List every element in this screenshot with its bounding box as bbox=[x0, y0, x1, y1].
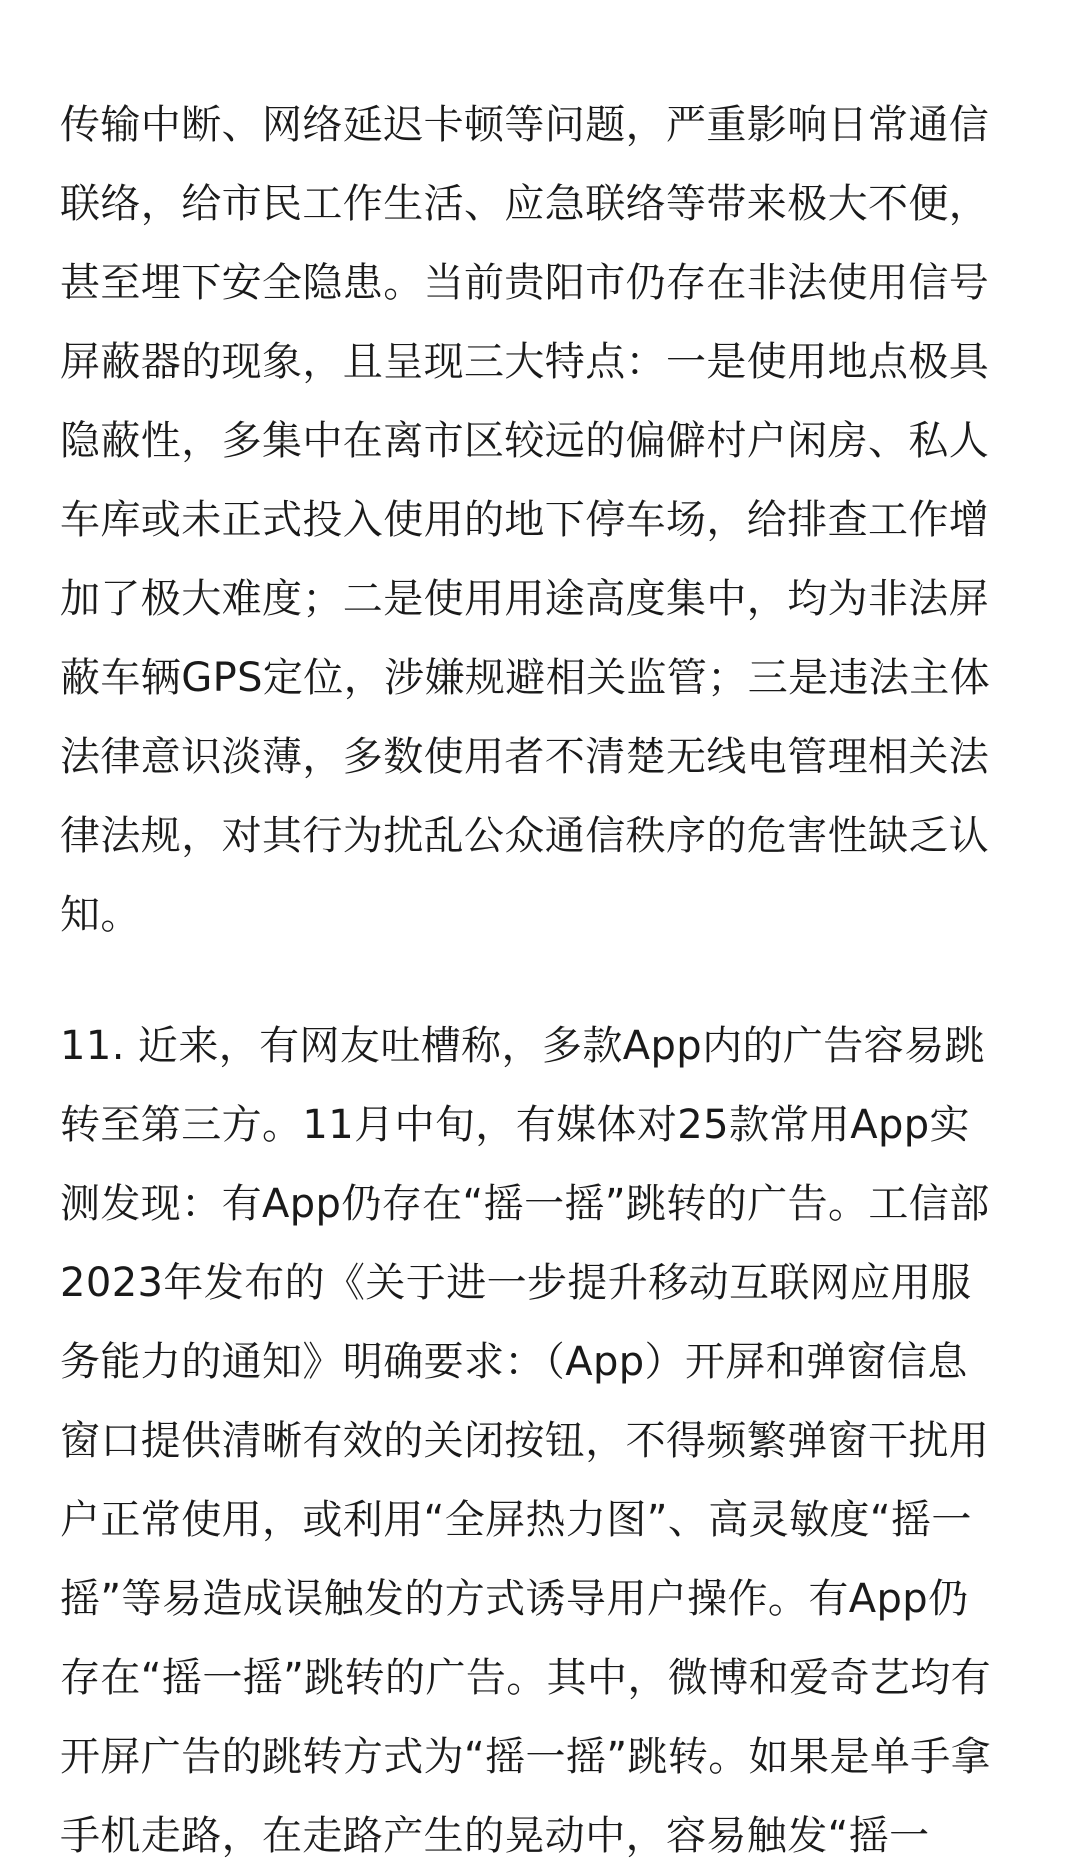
text-line: 车库或未正式投入使用的地下停车场，给排查工作增 bbox=[60, 497, 990, 543]
text-line: 务能力的通知》明确要求：（App）开屏和弹窗信息 bbox=[60, 1339, 968, 1385]
text-line: 手机走路，在走路产生的晃动中，容易触发“摇一 bbox=[60, 1813, 930, 1859]
text-line: 知。 bbox=[60, 892, 141, 938]
text-line: 隐蔽性，多集中在离市区较远的偏僻村户闲房、私人 bbox=[60, 418, 990, 464]
text-line: 测发现：有App仍存在“摇一摇”跳转的广告。工信部 bbox=[60, 1181, 990, 1227]
text-line: 屏蔽器的现象，且呈现三大特点：一是使用地点极具 bbox=[60, 339, 990, 385]
text-line: 法律意识淡薄，多数使用者不清楚无线电管理相关法 bbox=[60, 734, 990, 780]
text-line: 开屏广告的跳转方式为“摇一摇”跳转。如果是单手拿 bbox=[60, 1734, 992, 1780]
text-line: 存在“摇一摇”跳转的广告。其中，微博和爱奇艺均有 bbox=[60, 1655, 992, 1701]
paragraph-spacer bbox=[60, 955, 1020, 1007]
text-line: 转至第三方。11月中旬，有媒体对25款常用App实 bbox=[60, 1102, 970, 1148]
text-line: 加了极大难度；二是使用用途高度集中，均为非法屏 bbox=[60, 576, 990, 622]
paragraph-signal-jammer bbox=[60, 86, 1020, 955]
paragraph-app-ads bbox=[60, 1007, 1020, 1876]
article-body bbox=[60, 86, 1020, 1876]
text-line: 蔽车辆GPS定位，涉嫌规避相关监管；三是违法主体 bbox=[60, 655, 991, 701]
text-line: 律法规，对其行为扰乱公众通信秩序的危害性缺乏认 bbox=[60, 813, 990, 859]
text-line: 2023年发布的《关于进一步提升移动互联网应用服 bbox=[60, 1260, 972, 1306]
text-line: 摇”等易造成误触发的方式诱导用户操作。有App仍 bbox=[60, 1576, 969, 1622]
text-line: 甚至埋下安全隐患。当前贵阳市仍存在非法使用信号 bbox=[60, 260, 990, 306]
text-line: 联络，给市民工作生活、应急联络等带来极大不便， bbox=[60, 181, 990, 227]
text-line: 传输中断、网络延迟卡顿等问题，严重影响日常通信 bbox=[60, 102, 990, 148]
text-line: 户正常使用，或利用“全屏热力图”、高灵敏度“摇一 bbox=[60, 1497, 972, 1543]
text-line: 11. 近来，有网友吐槽称，多款App内的广告容易跳 bbox=[60, 1023, 985, 1069]
text-line: 窗口提供清晰有效的关闭按钮，不得频繁弹窗干扰用 bbox=[60, 1418, 990, 1464]
